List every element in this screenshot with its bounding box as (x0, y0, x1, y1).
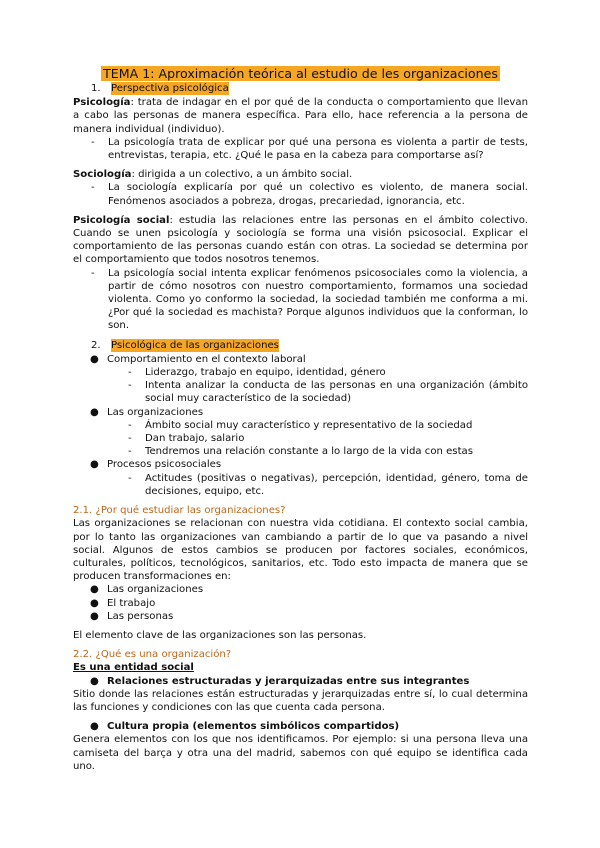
section-2-1-paragraph: Las organizaciones se relacionan con nuestra vida cotidiana. El contexto social cambia, por lo tanto las organizaciones van cambiando a partir de lo que va pasando a nivel social. Algunos de estos cambios se producen por factores sociales, económicos, culturales, políticos, tecnológicos, sanitarios, etc. Todo esto impacta de manera que se producen transformaciones en: (73, 518, 528, 583)
psicologia-social-dash-item: - La psicología social intenta explicar fenómenos psicosociales como la violencia, a partir de cómo nosotros con nuestro comportamiento, formamos una sociedad violenta. Como yo conformo la sociedad, la sociedad también me conforma a mi. ¿Por qué la sociedad es machista? Porque algunos individuos que la conforman, lo son. (91, 267, 528, 332)
sociologia-paragraph: Sociología: dirigida a un colectivo, a un ámbito social. (73, 169, 353, 181)
bullet-cultura: ● Cultura propia (elementos simbólicos compartidos) (90, 721, 400, 733)
sub-item: - Ámbito social muy característico y representativo de la sociedad (128, 419, 473, 431)
bullet-relaciones: ● Relaciones estructuradas y jerarquizadas entre sus integrantes (90, 675, 470, 687)
psicologia-social-paragraph: Psicología social: estudia las relaciones entre las personas en el ámbito colectivo. Cuando se unen psicología y sociología se forma una visión psicosocial. Explicar el comportamiento de las personas cuando están con otras. La sociedad se determina por el comportamiento que todos nosotros tenemos. (73, 214, 528, 266)
sociologia-dash-item: - La sociología explicaría por qué un colectivo es violento, de manera social. Fenómenos asociados a pobreza, drogas, precariedad, ignorancia, etc. (91, 182, 528, 207)
list-item: ● Las personas (90, 610, 174, 622)
section-2-2-subheading: Es una entidad social (73, 662, 194, 674)
sub-item: - Liderazgo, trabajo en equipo, identidad, género (128, 367, 386, 379)
section-2-1-heading: 2.1. ¿Por qué estudiar las organizaciones? (73, 505, 286, 517)
bullet-comportamiento: ● Comportamiento en el contexto laboral (90, 353, 306, 365)
section-2-2-heading: 2.2. ¿Qué es una organización? (73, 649, 232, 661)
psicologia-dash-item: - La psicología trata de explicar por qué una persona es violenta a partir de tests, entrevistas, terapia, etc. ¿Qué le pasa en la cabeza para comportarse así? (91, 136, 528, 162)
list-item: ● El trabajo (90, 597, 156, 609)
sub-item: - Intenta analizar la conducta de las personas en una organización (ámbito social muy característico de la sociedad) (128, 380, 528, 405)
bullet-organizaciones: ● Las organizaciones (90, 406, 204, 418)
sub-item: - Actitudes (positivas o negativas), percepción, identidad, género, toma de decisiones, equipo, etc. (128, 472, 528, 497)
sub-item: - Dan trabajo, salario (128, 433, 245, 445)
document-title: TEMA 1: Aproximación teórica al estudio de les organizaciones (103, 66, 498, 81)
sub-item: - Tendremos una relación constante a lo largo de la vida con estas (128, 446, 473, 458)
section-2-1-closing: El elemento clave de las organizaciones son las personas. (73, 629, 367, 641)
list-item: ● Las organizaciones (90, 584, 204, 596)
section-2-heading: 2. Psicológica de las organizaciones (91, 339, 279, 351)
bullet-procesos: ● Procesos psicosociales (90, 459, 222, 471)
psicologia-paragraph: Psicología: trata de indagar en el por qué de la conducta o comportamiento que llevan a cabo las personas de manera específica. Para ello, hace referencia a la persona de manera individual (individuo). (73, 97, 528, 135)
cultura-paragraph: Genera elementos con los que nos identificamos. Por ejemplo: si una persona lleva una camiseta del barça y otra una del madrid, sabemos con qué equipo se identifica cada uno. (73, 734, 528, 772)
section-1-heading: 1. Perspectiva psicológica (91, 83, 229, 94)
relaciones-paragraph: Sitio donde las relaciones están estructuradas y jerarquizadas entre sí, lo cual determina las funciones y condiciones con las que cuenta cada persona. (73, 688, 528, 713)
